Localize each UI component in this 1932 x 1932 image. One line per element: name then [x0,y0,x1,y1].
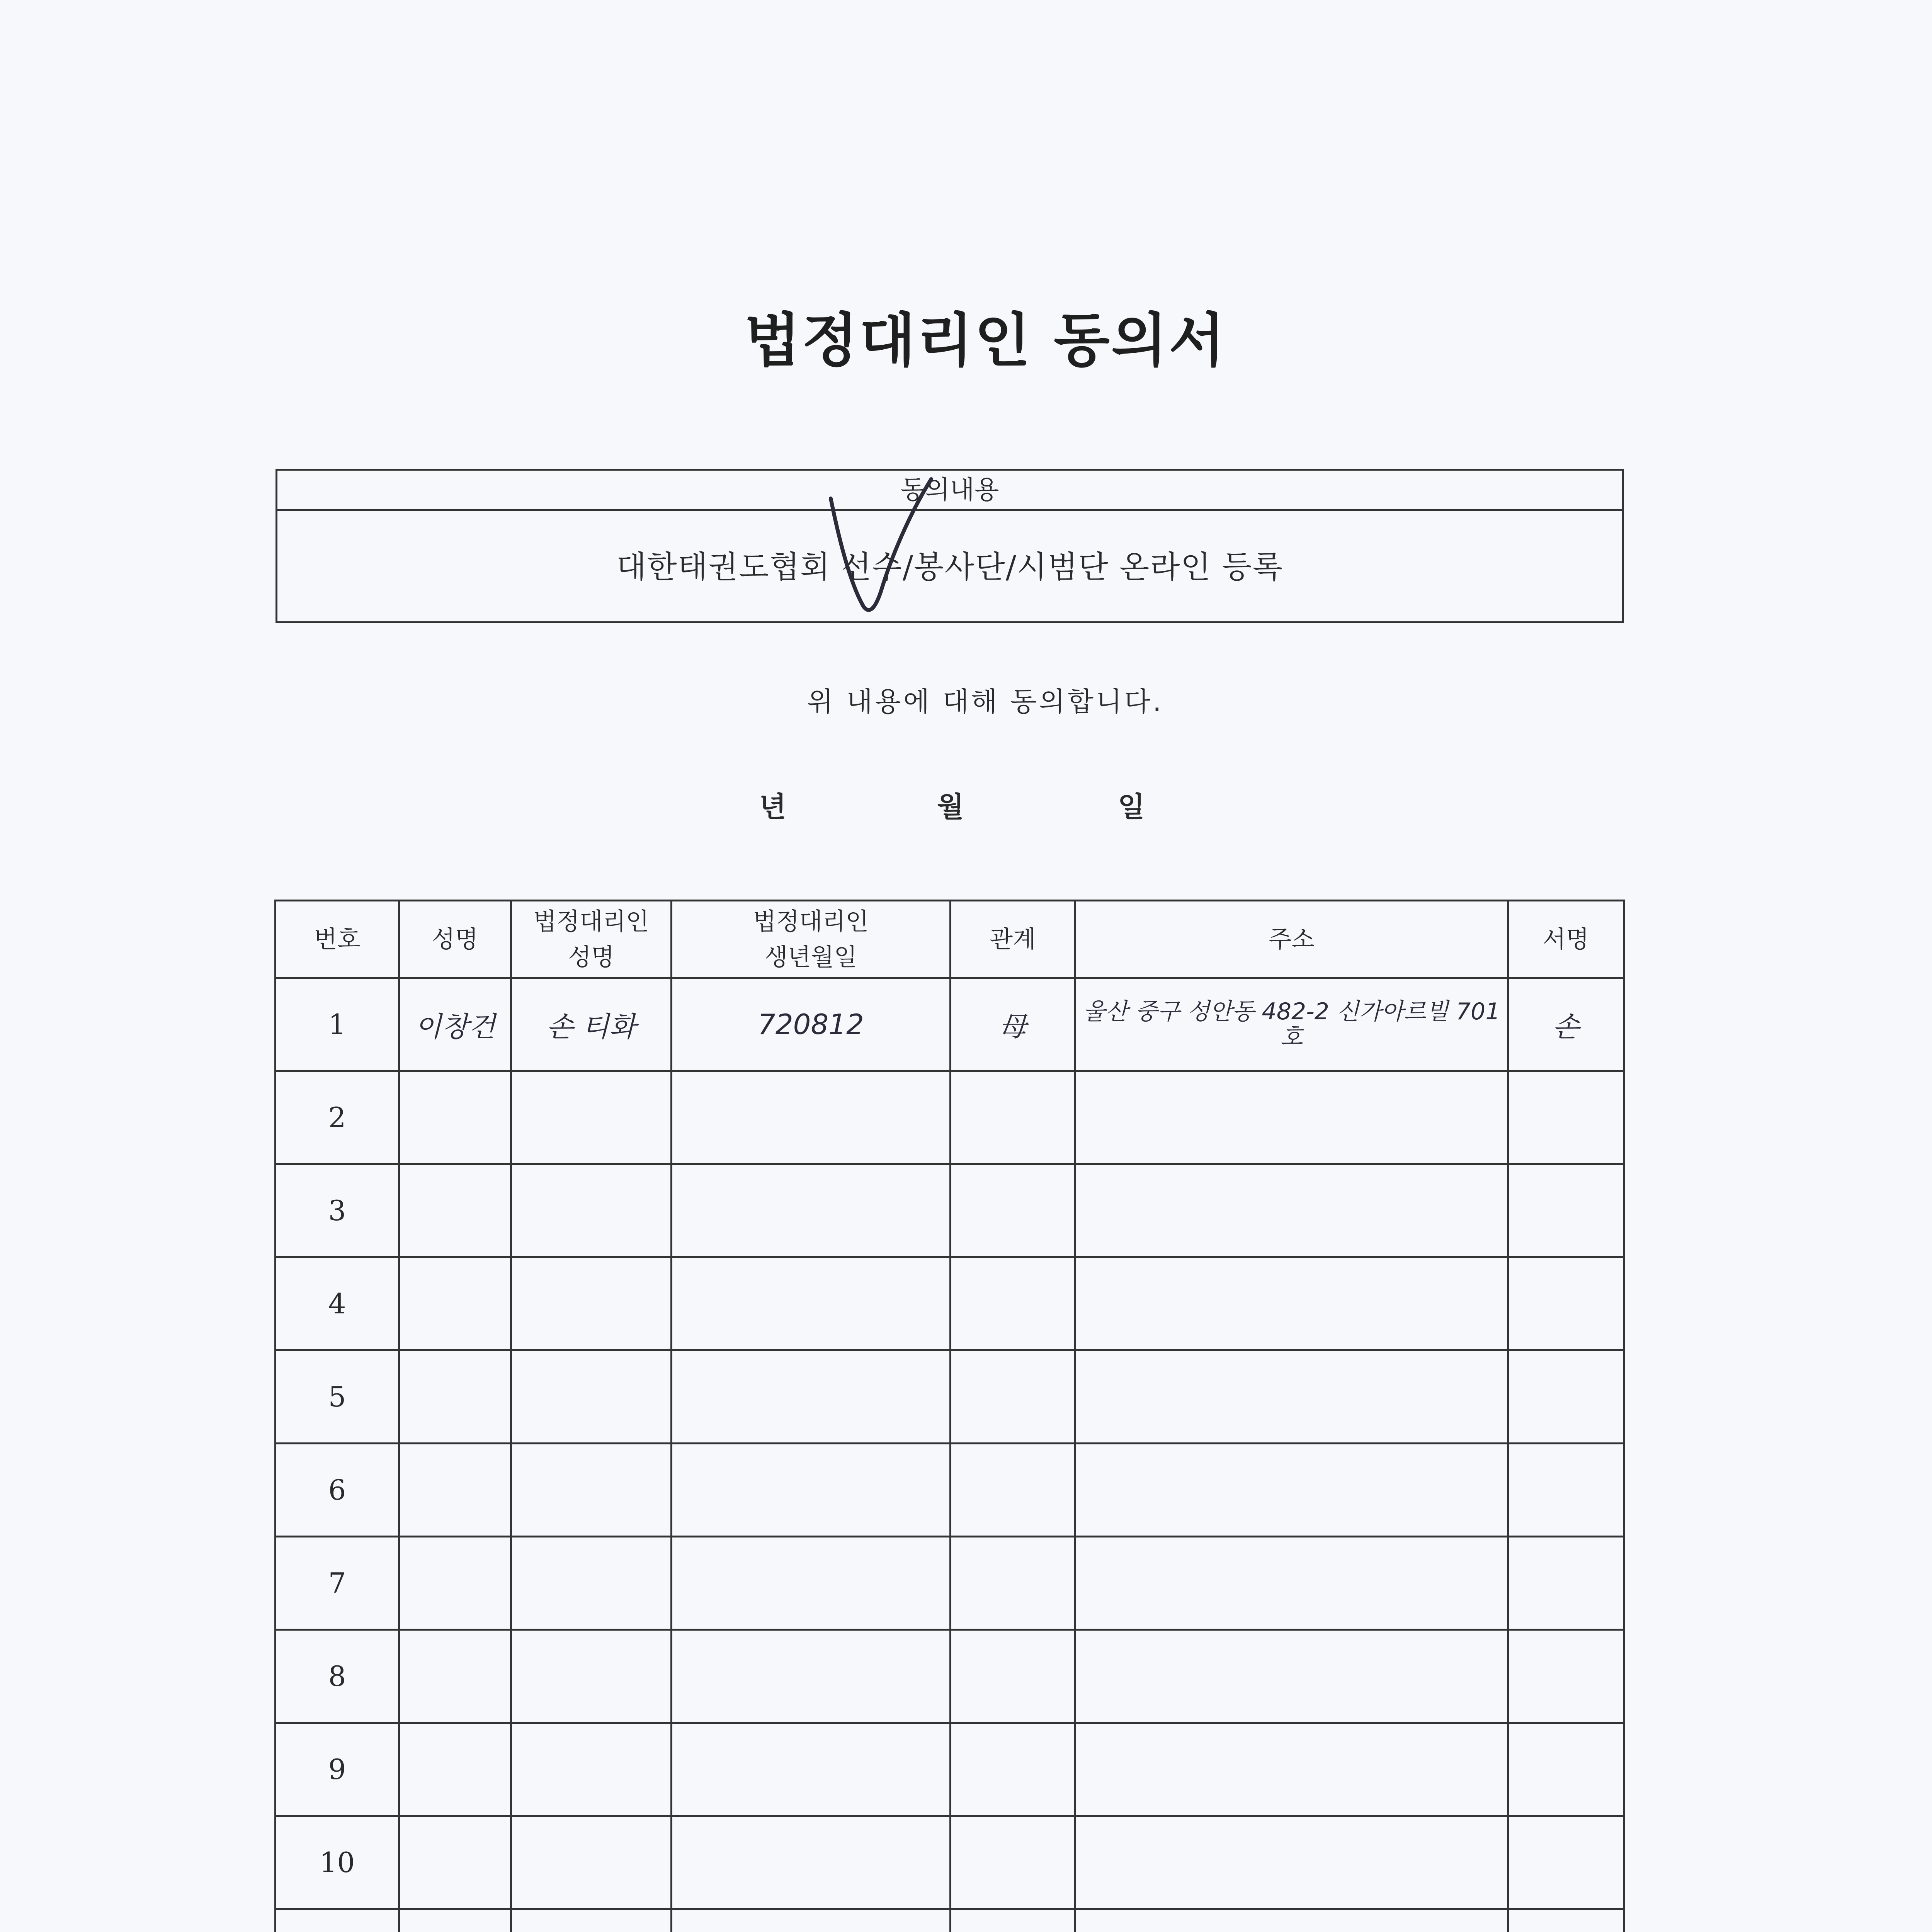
address-cell [1075,1071,1508,1164]
consent-box [276,469,1624,623]
student-name-cell [399,1909,511,1932]
student-name-cell [399,1630,511,1723]
table-row [276,1537,1624,1630]
guardian-birth-cell [672,1350,951,1444]
relation-cell [951,1630,1075,1723]
address-cell [1075,1257,1508,1350]
guardian-name-cell [511,1444,672,1537]
guardian-name-cell [511,1723,672,1816]
guardian-name-cell: 손 티화 [511,978,672,1071]
row-number-cell: 10 [276,1816,399,1909]
table-row [276,1350,1624,1444]
table-header-row [276,901,1624,978]
row-number-cell: 7 [276,1537,399,1630]
student-name-cell [399,1537,511,1630]
guardian-name-cell [511,1816,672,1909]
address-cell [1075,1444,1508,1537]
relation-cell [951,1257,1075,1350]
date-month-label: 월 [937,791,964,823]
relation-cell [951,1164,1075,1257]
relation-cell [951,1444,1075,1537]
relation-cell [951,1723,1075,1816]
address-cell [1075,1723,1508,1816]
row-number-cell: 8 [276,1630,399,1723]
table-row [276,1071,1624,1164]
guardian-birth-cell [672,1444,951,1537]
signature-cell [1508,1630,1624,1723]
table-row [276,1816,1624,1909]
table-row [276,1630,1624,1723]
relation-cell: 母 [951,978,1075,1071]
signature-cell [1508,1164,1624,1257]
guardian-name-cell [511,1257,672,1350]
row-number-cell: 3 [276,1164,399,1257]
student-name-cell [399,1444,511,1537]
consent-header: 동의내용 [277,471,1622,511]
header-name: 성명 [399,901,511,978]
page-title: 법정대리인 동의서 [744,306,1226,374]
relation-cell [951,1350,1075,1444]
guardian-birth-cell [672,1071,951,1164]
row-number-cell: 5 [276,1350,399,1444]
relation-cell [951,1537,1075,1630]
guardian-birth-cell: 720812 [672,978,951,1071]
student-name-cell: 이창건 [399,978,511,1071]
student-name-cell [399,1816,511,1909]
guardian-name-cell [511,1350,672,1444]
header-relation: 관계 [951,901,1075,978]
guardian-name-cell [511,1630,672,1723]
row-number-cell [276,1909,399,1932]
signature-cell [1508,1444,1624,1537]
address-cell [1075,1537,1508,1630]
agree-statement: 위 내용에 대해 동의합니다. [807,686,1164,718]
signature-cell [1508,1071,1624,1164]
student-name-cell [399,1257,511,1350]
check-mark-icon [827,475,935,618]
relation-cell [951,1816,1075,1909]
guardian-name-cell [511,1909,672,1932]
guardian-name-cell [511,1071,672,1164]
table-row [276,1444,1624,1537]
guardian-birth-cell [672,1723,951,1816]
row-number-cell: 9 [276,1723,399,1816]
guardian-birth-cell [672,1537,951,1630]
address-cell [1075,1164,1508,1257]
table-row [276,1723,1624,1816]
table-row [276,1909,1624,1932]
guardian-birth-cell [672,1816,951,1909]
date-day-label: 일 [1118,791,1145,823]
row-number-cell: 2 [276,1071,399,1164]
guardian-birth-cell [672,1164,951,1257]
address-cell [1075,1816,1508,1909]
signature-cell [1508,1537,1624,1630]
consent-body: 대한태권도협회 선수/봉사단/시범단 온라인 등록 [616,549,1283,585]
student-name-cell [399,1164,511,1257]
guardian-name-cell [511,1164,672,1257]
address-cell [1075,1630,1508,1723]
guardian-name-cell [511,1537,672,1630]
row-number-cell: 4 [276,1257,399,1350]
guardian-roster-table [274,900,1625,1932]
table-row [276,978,1624,1071]
address-cell [1075,1350,1508,1444]
address-cell: 울산 중구 성안동 482-2 신가아르빌 701호 [1075,978,1508,1071]
row-number-cell: 6 [276,1444,399,1537]
signature-cell [1508,1257,1624,1350]
relation-cell [951,1071,1075,1164]
header-guardian-name: 법정대리인 성명 [511,901,672,978]
table-row [276,1164,1624,1257]
student-name-cell [399,1350,511,1444]
signature-cell [1508,1909,1624,1932]
signature-cell [1508,1350,1624,1444]
date-year-label: 년 [759,791,786,823]
header-number: 번호 [276,901,399,978]
header-guardian-birth: 법정대리인 생년월일 [672,901,951,978]
address-cell [1075,1909,1508,1932]
header-address: 주소 [1075,901,1508,978]
signature-cell [1508,1816,1624,1909]
student-name-cell [399,1071,511,1164]
table-row [276,1257,1624,1350]
guardian-birth-cell [672,1630,951,1723]
guardian-birth-cell [672,1257,951,1350]
student-name-cell [399,1723,511,1816]
guardian-birth-cell [672,1909,951,1932]
header-signature: 서명 [1508,901,1624,978]
relation-cell [951,1909,1075,1932]
signature-cell: 손 [1508,978,1624,1071]
row-number-cell: 1 [276,978,399,1071]
signature-cell [1508,1723,1624,1816]
